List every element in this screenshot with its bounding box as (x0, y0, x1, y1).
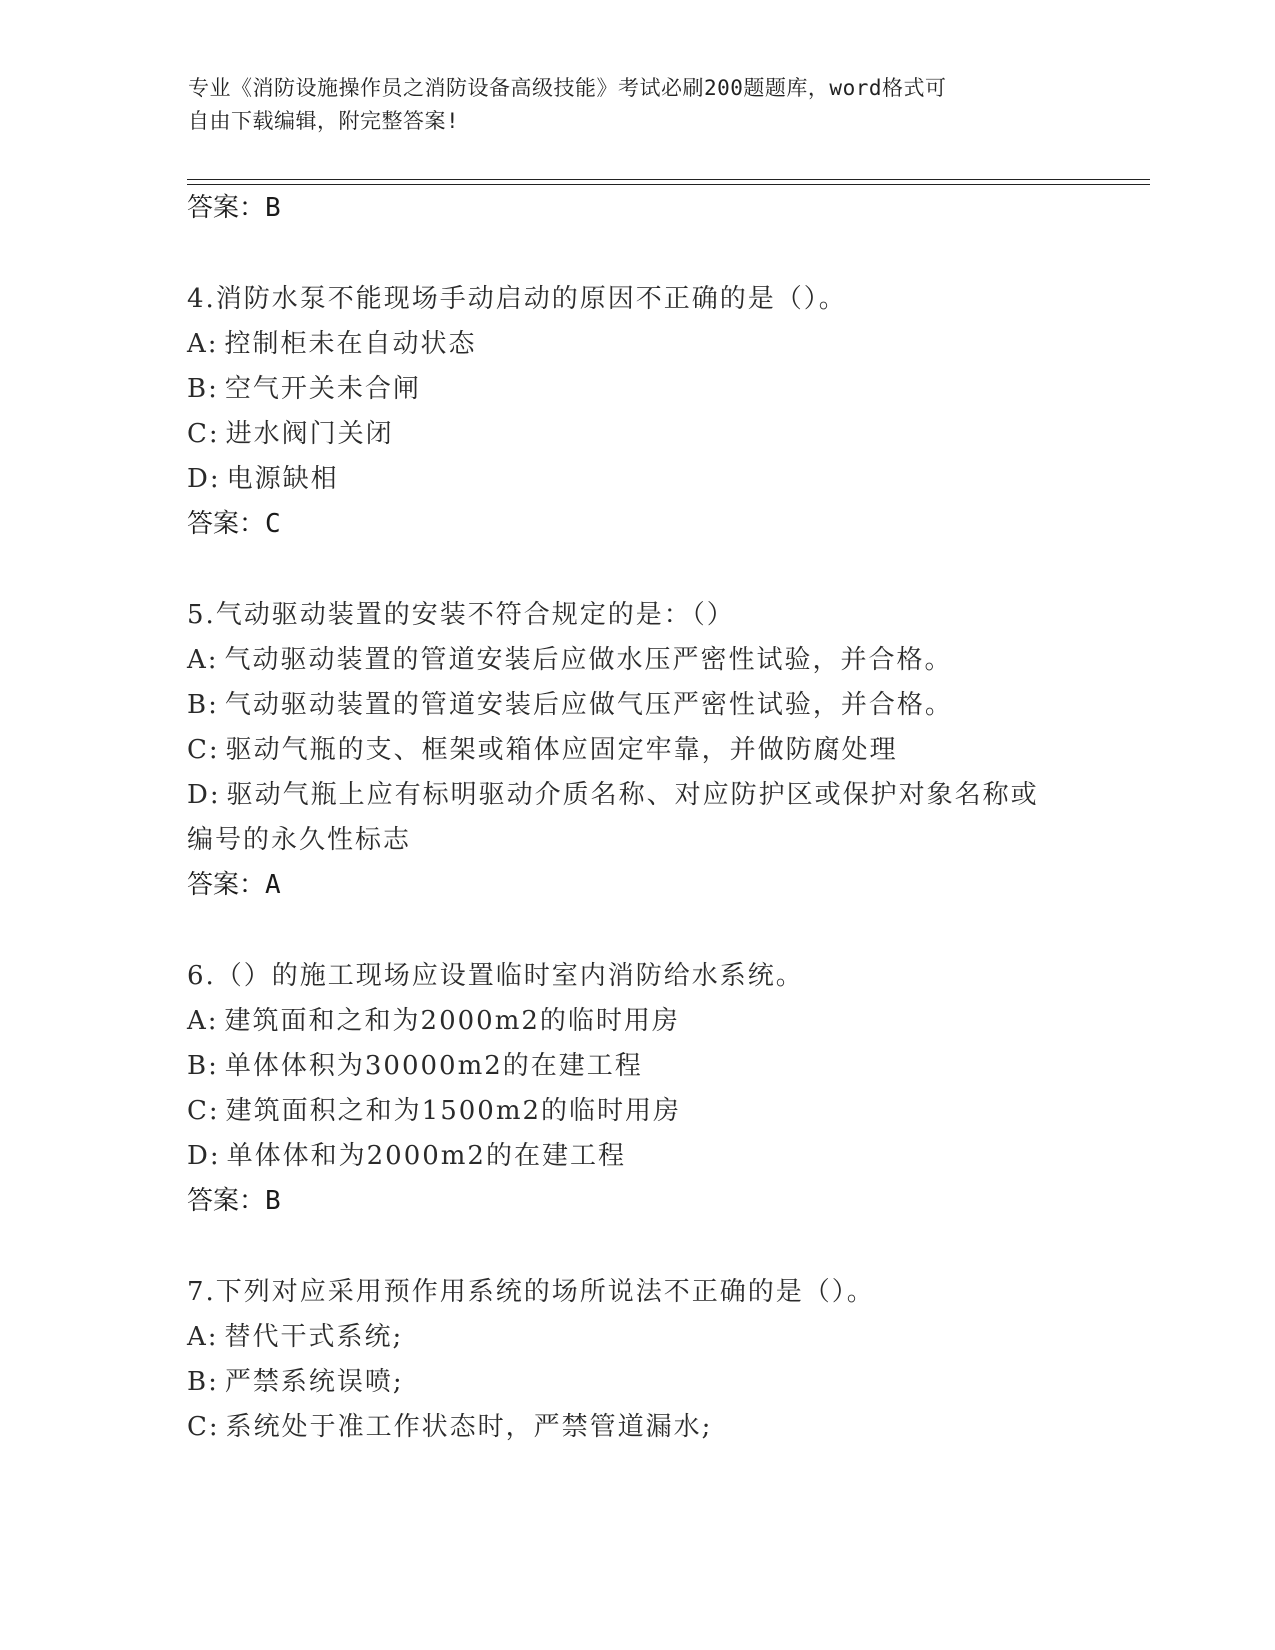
option-text: 控制柜未在自动状态 (224, 329, 477, 359)
spacer (187, 908, 1087, 954)
header-line-2: 自由下载编辑，附完整答案! (188, 109, 460, 133)
option-text: 严禁系统误喷; (224, 1367, 404, 1397)
spacer (187, 547, 1087, 593)
question-stem: 6.（）的施工现场应设置临时室内消防给水系统。 (187, 961, 804, 991)
option-c (187, 1405, 1087, 1450)
option-letter: D: (187, 1141, 221, 1171)
option-d (187, 1134, 1087, 1179)
option-text: 进水阀门关闭 (225, 419, 394, 449)
spacer (187, 231, 1087, 277)
option-text: 替代干式系统; (224, 1322, 404, 1352)
option-letter: B: (187, 1367, 219, 1397)
option-letter: A: (187, 1006, 219, 1036)
option-b (187, 683, 1087, 728)
header-divider-top (187, 179, 1150, 180)
option-c (187, 728, 1087, 773)
option-letter: D: (187, 780, 221, 810)
option-text: 驱动气瓶上应有标明驱动介质名称、对应防护区或保护对象名称或编号的永久性标志 (187, 780, 1039, 855)
question-stem: 7.下列对应采用预作用系统的场所说法不正确的是（）。 (187, 1277, 875, 1307)
option-text: 气动驱动装置的管道安装后应做水压严密性试验，并合格。 (224, 645, 953, 675)
question-stem: 5.气动驱动装置的安装不符合规定的是：（） (187, 600, 735, 630)
answer-q3: 答案：B (187, 193, 281, 223)
option-c (187, 412, 1087, 457)
option-letter: C: (187, 419, 220, 449)
option-d (187, 773, 1047, 863)
question-list (187, 186, 1087, 1450)
option-text: 单体体和为2000m2的在建工程 (226, 1141, 626, 1171)
answer-q6: 答案：B (187, 1186, 281, 1216)
question-7 (187, 1270, 1087, 1450)
question-stem: 4.消防水泵不能现场手动启动的原因不正确的是（）。 (187, 284, 847, 314)
header-line-1: 专业《消防设施操作员之消防设备高级技能》考试必刷200题题库，word格式可 (188, 76, 947, 100)
option-a (187, 638, 1087, 683)
option-d (187, 457, 1087, 502)
question-4 (187, 277, 1087, 547)
option-letter: C: (187, 735, 220, 765)
spacer (187, 1224, 1087, 1270)
question-6 (187, 954, 1087, 1224)
option-text: 电源缺相 (226, 464, 339, 494)
question-5 (187, 593, 1087, 908)
option-text: 驱动气瓶的支、框架或箱体应固定牢靠，并做防腐处理 (225, 735, 898, 765)
option-text: 空气开关未合闸 (224, 374, 421, 404)
option-a (187, 999, 1087, 1044)
answer-q5: 答案：A (187, 870, 281, 900)
option-text: 系统处于准工作状态时，严禁管道漏水; (225, 1412, 713, 1442)
option-b (187, 1360, 1087, 1405)
option-a (187, 322, 1087, 367)
option-c (187, 1089, 1087, 1134)
option-letter: B: (187, 690, 219, 720)
option-letter: C: (187, 1096, 220, 1126)
option-a (187, 1315, 1087, 1360)
page-header (188, 72, 1068, 138)
option-letter: C: (187, 1412, 220, 1442)
answer-q4: 答案：C (187, 509, 281, 539)
option-text: 建筑面和之和为2000m2的临时用房 (224, 1006, 680, 1036)
option-letter: A: (187, 1322, 219, 1352)
option-letter: A: (187, 645, 219, 675)
option-letter: D: (187, 464, 221, 494)
option-b (187, 1044, 1087, 1089)
option-text: 建筑面积之和为1500m2的临时用房 (225, 1096, 682, 1126)
option-letter: B: (187, 1051, 219, 1081)
header-divider-bottom (187, 184, 1150, 185)
option-text: 单体体积为30000m2的在建工程 (224, 1051, 643, 1081)
option-text: 气动驱动装置的管道安装后应做气压严密性试验，并合格。 (224, 690, 953, 720)
option-b (187, 367, 1087, 412)
option-letter: A: (187, 329, 219, 359)
option-letter: B: (187, 374, 219, 404)
